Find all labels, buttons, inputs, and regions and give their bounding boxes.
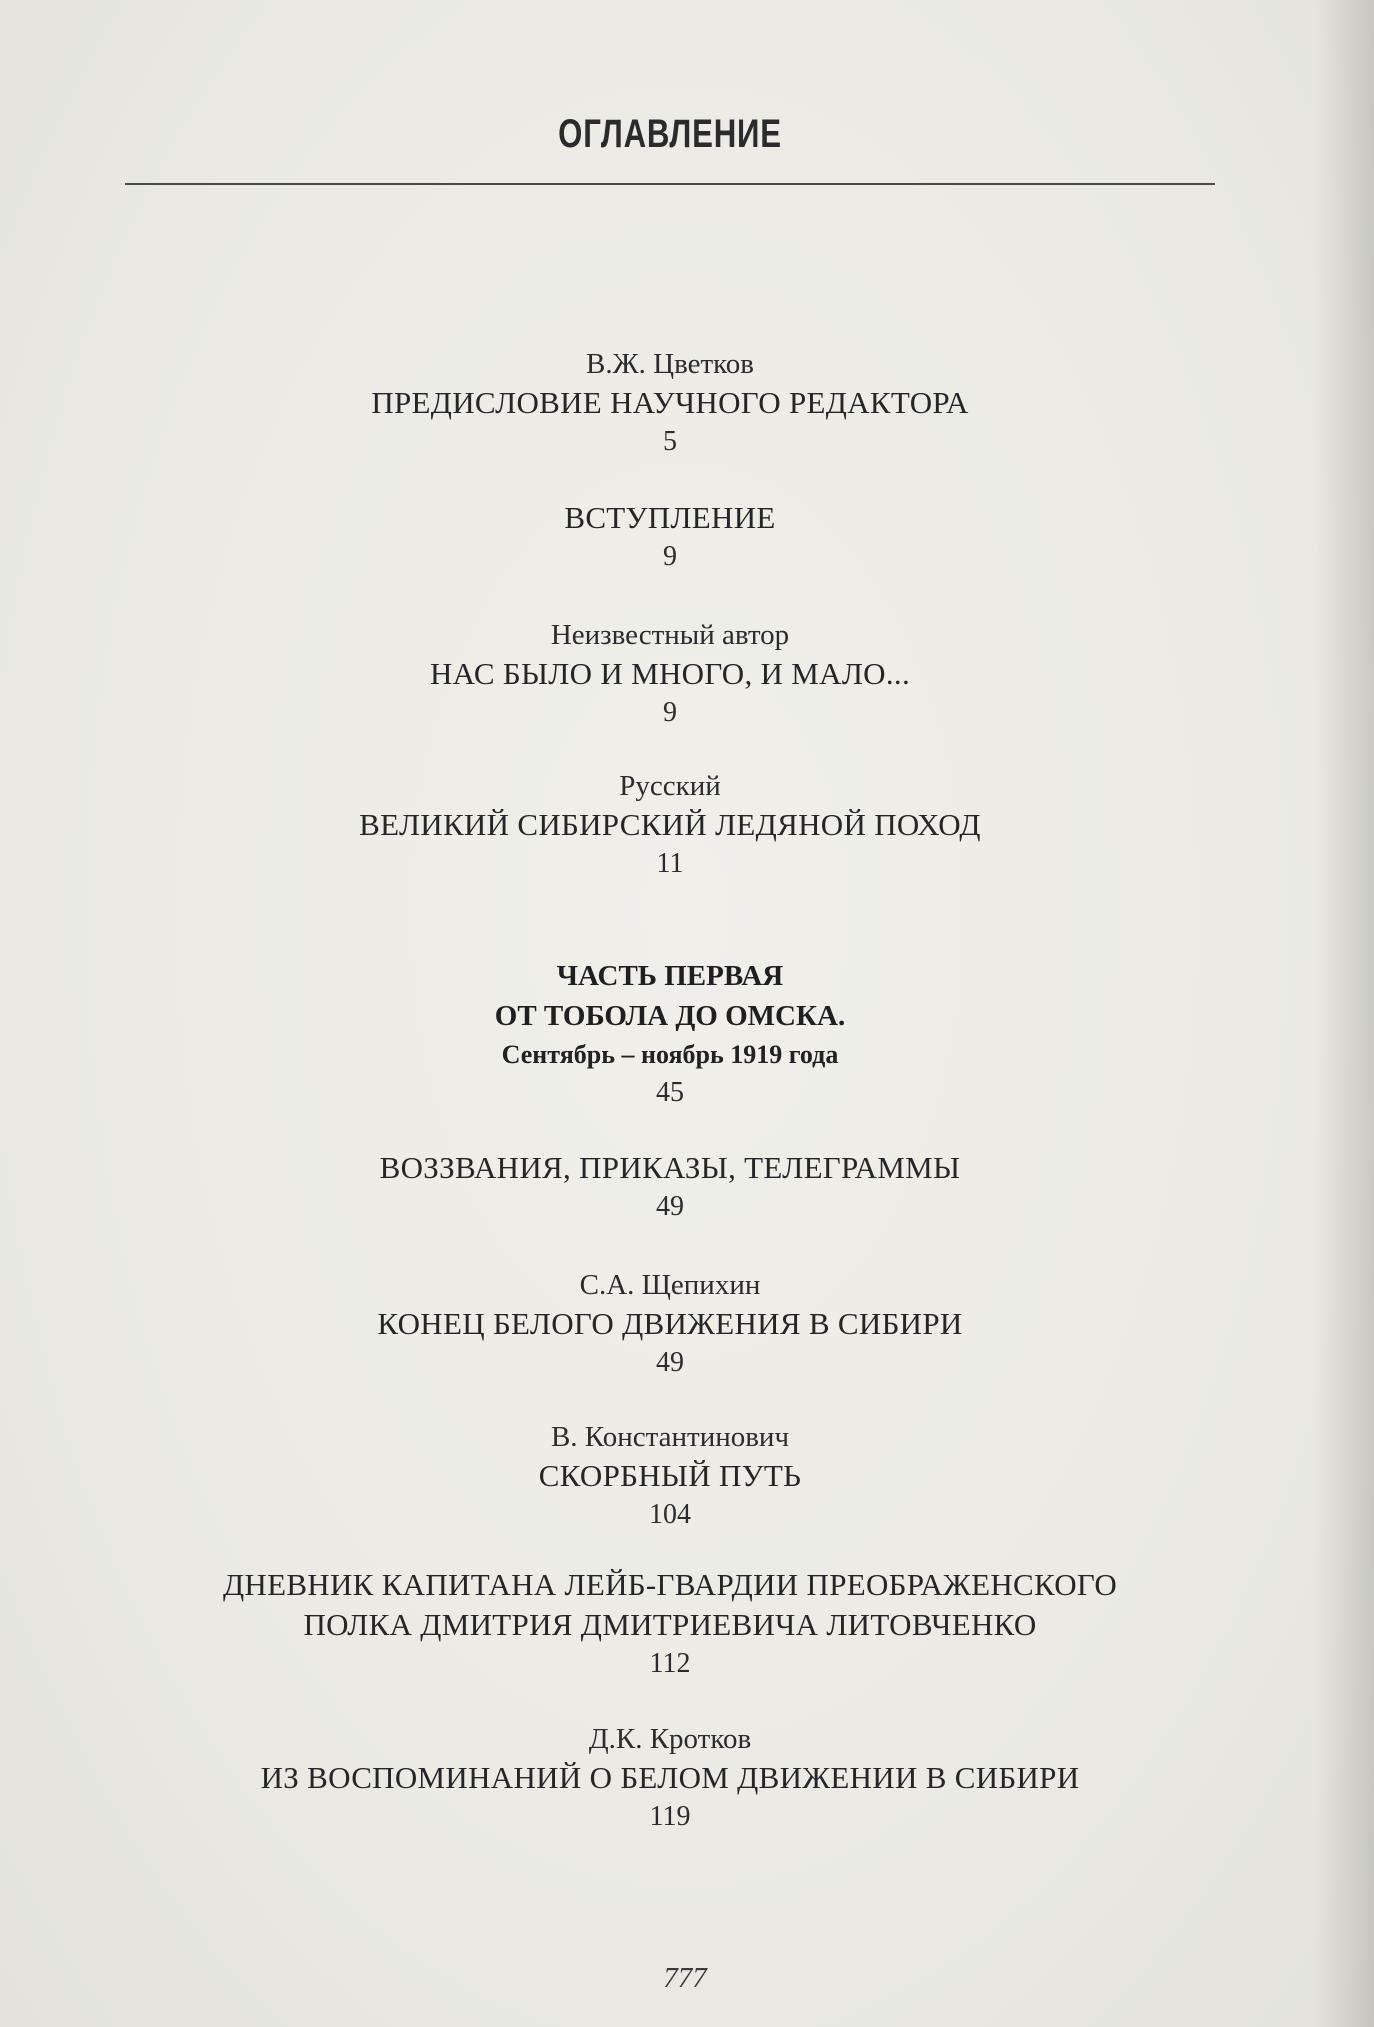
entry-author: В. Константинович [550,1421,790,1453]
entry-page-number: 9 [663,697,677,728]
toc-entry [0,498,1340,576]
part-title: ОТ ТОБОЛА ДО ОМСКА. [494,1000,846,1032]
entry-title: ИЗ ВОСПОМИНАНИЙ О БЕЛОМ ДВИЖЕНИИ В СИБИРИ [260,1760,1080,1795]
toc-entry [0,767,1340,883]
entry-title: СКОРБНЫЙ ПУТЬ [538,1458,802,1493]
entry-title: КОНЕЦ БЕЛОГО ДВИЖЕНИЯ В СИБИРИ [377,1306,963,1341]
entry-page-number: 49 [656,1191,684,1222]
toc-entry [0,1565,1340,1683]
page-number: 777 [663,1962,707,1994]
entry-title: ВЕЛИКИЙ СИБИРСКИЙ ЛЕДЯНОЙ ПОХОД [359,807,981,842]
entry-author: Русский [619,770,721,802]
part-heading: ЧАСТЬ ПЕРВАЯ [556,960,784,992]
entry-page-number: 11 [656,848,684,879]
entry-title: ПРЕДИСЛОВИЕ НАУЧНОГО РЕДАКТОРА [371,385,969,420]
toc-entry [0,1720,1340,1836]
entry-author: Неизвестный автор [550,619,790,651]
toc-entry [0,1148,1340,1226]
entry-author: С.А. Щепихин [579,1269,761,1301]
entry-title-line-1: ДНЕВНИК КАПИТАНА ЛЕЙБ-ГВАРДИИ ПРЕОБРАЖЕНСКОГО [222,1567,1118,1602]
toc-entry [0,345,1340,461]
entry-title-line-2: ПОЛКА ДМИТРИЯ ДМИТРИЕВИЧА ЛИТОВЧЕНКО [303,1607,1037,1642]
entry-page-number: 112 [649,1648,691,1679]
toc-entry [0,616,1340,732]
entry-title: НАС БЫЛО И МНОГО, И МАЛО... [429,656,911,691]
entry-title: ВОЗЗВАНИЯ, ПРИКАЗЫ, ТЕЛЕГРАММЫ [379,1150,961,1185]
entry-page-number: 45 [656,1077,684,1108]
entry-page-number: 104 [649,1499,691,1530]
toc-part-entry [0,956,1340,1112]
entry-page-number: 9 [663,541,677,572]
heading-divider [125,183,1215,185]
toc-entry [0,1266,1340,1382]
entry-author: Д.К. Кротков [588,1723,752,1755]
entry-page-number: 49 [656,1347,684,1378]
entry-author: В.Ж. Цветков [586,348,754,380]
toc-entry [0,1418,1340,1534]
toc-heading: ОГЛАВЛЕНИЕ [558,112,782,156]
entry-title: ВСТУПЛЕНИЕ [564,500,776,535]
entry-page-number: 119 [649,1801,691,1832]
part-subtitle: Сентябрь – ноябрь 1919 года [501,1040,839,1069]
entry-page-number: 5 [663,426,677,457]
